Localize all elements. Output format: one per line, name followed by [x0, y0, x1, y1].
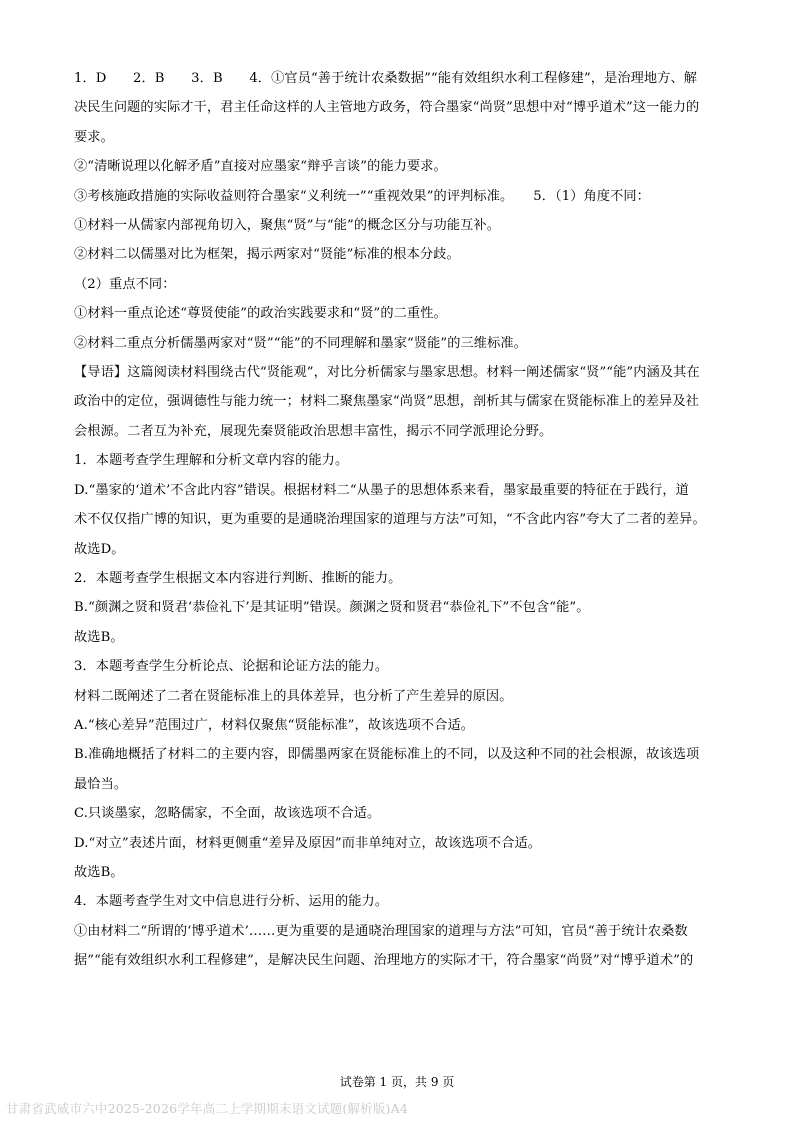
text-line: 政治中的定位，强调德性与能力统一；材料二聚焦墨家“尚贤”思想，剖析其与儒家在贤能标准上的差异及社: [74, 394, 699, 410]
page-footer: 试卷第 1 页，共 9 页: [339, 1075, 455, 1089]
answer-analysis-body: [74, 64, 724, 976]
text-line: D.“墨家的‘道术’不含此内容”错误。根据材料二“从墨子的思想体系来看，墨家最重要的特征在于践行，道: [74, 482, 689, 498]
text-line: ③考核施政措施的实际收益则符合墨家“义利统一”“重视效果”的评判标准。 5．（1）角度不同：: [74, 188, 650, 204]
text-line: 故选B。: [74, 864, 124, 880]
text-line: 会根源。二者互为补充，展现先秦贤能政治思想丰富性，揭示不同学派理论分野。: [74, 423, 553, 439]
text-line: 1．D 2．B 3．B 4．①官员“善于统计农桑数据”“能有效组织水利工程修建”，是治理地方、解: [74, 71, 698, 86]
text-line: ②材料二以儒墨对比为框架，揭示两家对“贤能”标准的根本分歧。: [74, 247, 460, 263]
text-line: 故选D。: [74, 541, 125, 557]
text-line: 术不仅仅指广博的知识，更为重要的是通晓治理国家的道理与方法”可知，“不含此内容”夸大了二者的差异。: [74, 512, 706, 528]
text-line: 4．本题考查学生对文中信息进行分析、运用的能力。: [74, 894, 389, 910]
text-line: 故选B。: [74, 629, 124, 645]
text-line: 决民生问题的实际才干，君主任命这样的人主管地方政务，符合墨家“尚贤”思想中对“博乎道术”这一能力的: [74, 100, 700, 116]
text-line: 【导语】这篇阅读材料围绕古代“贤能观”，对比分析儒家与墨家思想。材料一阐述儒家“贤”“能”内涵及其在: [74, 365, 700, 381]
text-line: ②“清晰说理以化解矛盾”直接对应墨家“辩乎言谈”的能力要求。: [74, 159, 447, 175]
text-line: 3．本题考查学生分析论点、论据和论证方法的能力。: [74, 659, 389, 675]
text-line: ②材料二重点分析儒墨两家对“贤”“能”的不同理解和墨家“贤能”的三维标准。: [74, 335, 527, 351]
text-line: C.只谈墨家，忽略儒家，不全面，故该选项不合适。: [74, 806, 381, 822]
text-line: B.“颜渊之贤和贤君‘恭俭礼下’是其证明”错误。颜渊之贤和贤君“恭俭礼下”不包含“能”。: [74, 600, 590, 616]
text-line: ①由材料二“所谓的‘博乎道术’……更为重要的是通晓治理国家的道理与方法”可知，官员“善于统计农桑数: [74, 923, 688, 939]
text-line: 最恰当。: [74, 776, 128, 792]
text-line: D.“对立”表述片面，材料更侧重“差异及原因”而非单纯对立，故该选项不合适。: [74, 835, 542, 851]
text-line: B.准确地概括了材料二的主要内容，即儒墨两家在贤能标准上的不同，以及这种不同的社会根源，故该选项: [74, 747, 700, 763]
text-line: A.“核心差异”范围过广，材料仅聚焦“贤能标准”，故该选项不合适。: [74, 717, 475, 733]
text-line: ①材料一重点论述“尊贤使能”的政治实践要求和“贤”的二重性。: [74, 306, 447, 322]
text-line: （2）重点不同：: [74, 276, 176, 292]
text-line: 据”“能有效组织水利工程修建”，是解决民生问题、治理地方的实际才干，符合墨家“尚贤”对“博乎道术”的: [74, 953, 694, 969]
text-line: 要求。: [74, 129, 114, 145]
text-line: 2．本题考查学生根据文本内容进行判断、推断的能力。: [74, 570, 402, 586]
text-line: 1．本题考查学生理解和分析文章内容的能力。: [74, 453, 349, 469]
document-watermark: 甘肃省武威市六中2025-2026学年高二上学期期末语文试题(解析版)A4: [6, 1101, 408, 1116]
text-line: ①材料一从儒家内部视角切入，聚焦“贤”与“能”的概念区分与功能互补。: [74, 218, 500, 234]
text-line: 材料二既阐述了二者在贤能标准上的具体差异，也分析了产生差异的原因。: [74, 688, 513, 704]
